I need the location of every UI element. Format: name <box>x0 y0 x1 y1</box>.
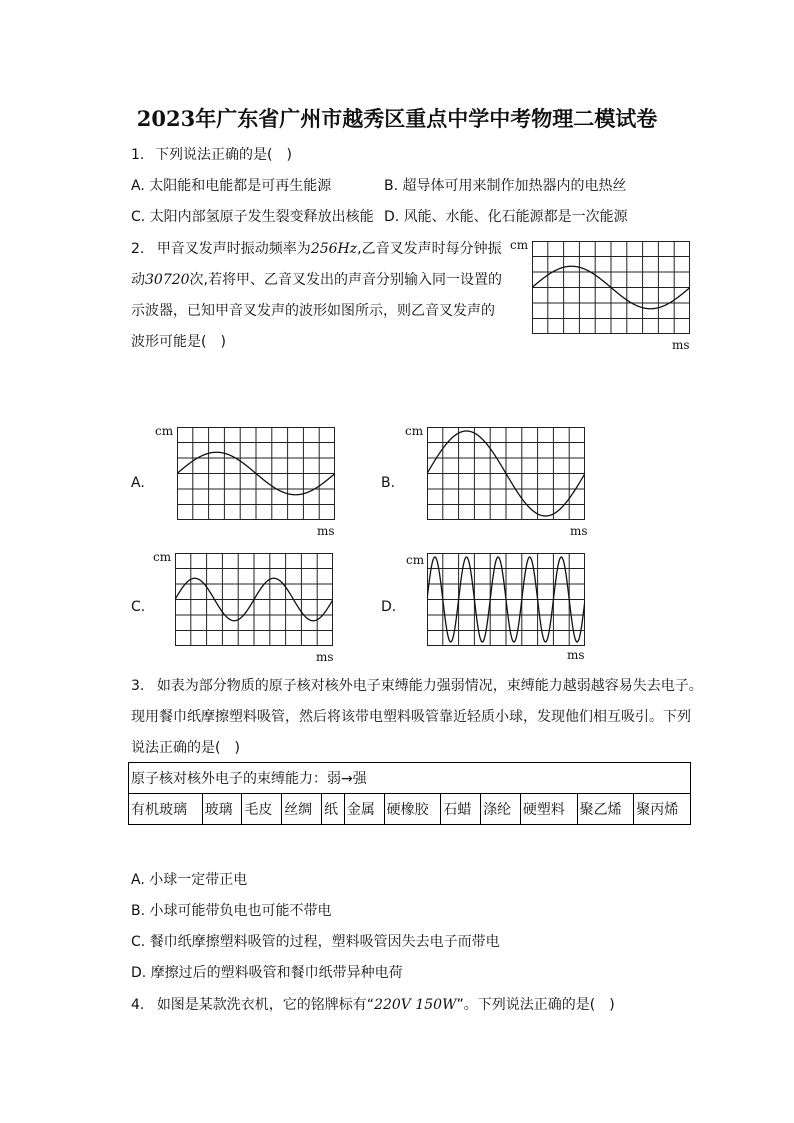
table-cell: 毛皮 <box>242 794 282 825</box>
q4-number: 4. <box>131 997 145 1013</box>
q3-option-d-text: 摩擦过后的塑料吸管和餐巾纸带异种电荷 <box>150 965 403 981</box>
q1-option-a-text: 太阳能和电能都是可再生能源 <box>149 178 332 194</box>
q1-option-a-letter: A. <box>131 178 145 194</box>
table-cell: 金属 <box>344 794 384 825</box>
table-cell: 有机玻璃 <box>129 794 203 825</box>
q2-option-c-letter[interactable]: C. <box>131 599 146 615</box>
page-title: 2023年广东省广州市越秀区重点中学中考物理二模试卷 <box>136 106 658 131</box>
q1-option-c-text: 太阳内部氢原子发生裂变释放出核能 <box>149 209 374 225</box>
table-row <box>129 794 691 825</box>
q3-option-b-text: 小球可能带负电也可能不带电 <box>149 903 332 919</box>
table-cell: 涤纶 <box>481 794 521 825</box>
q4-rating: 220V 150W <box>374 997 457 1013</box>
q2-count: 30720 <box>145 272 190 288</box>
q1-option-d-text: 风能、水能、化石能源都是一次能源 <box>403 209 628 225</box>
binding-ability-table <box>128 762 691 825</box>
q2-line-4: 波形可能是( ) <box>131 334 226 350</box>
table-cell: 硬塑料 <box>520 794 577 825</box>
option-b-oscilloscope[interactable] <box>427 427 585 520</box>
q2-number: 2. <box>131 241 145 257</box>
q4-stem-a: 如图是某款洗衣机，它的铭牌标有“ <box>156 997 375 1013</box>
option-c-axis-y-label: cm <box>153 550 172 564</box>
q1-option-c-letter: C. <box>131 209 146 225</box>
table-cell: 聚乙烯 <box>577 794 634 825</box>
q3-line-1-text: 如表为部分物质的原子核对核外电子束缚能力强弱情况，束缚能力越弱越容易失去电子。 <box>156 678 703 694</box>
option-a-oscilloscope[interactable] <box>177 427 335 520</box>
table-cell: 石蜡 <box>441 794 481 825</box>
q3-option-a-letter: A. <box>131 872 145 888</box>
q1-option-c[interactable] <box>131 208 374 226</box>
q1-stem: 下列说法正确的是( ) <box>155 147 292 163</box>
q2-option-a-letter[interactable]: A. <box>131 475 145 491</box>
q1-option-d[interactable] <box>384 208 628 226</box>
option-d-axis-y-label: cm <box>406 553 425 567</box>
table-cell: 纸 <box>321 794 344 825</box>
q3-option-d-letter: D. <box>131 965 147 981</box>
reference-oscilloscope <box>532 241 690 334</box>
q2-line-3: 示波器，已知甲音叉发声的波形如图所示，则乙音叉发声的 <box>131 303 495 319</box>
q2-line-2-b: 次,若将甲、乙音叉发出的声音分别输入同一设置的 <box>189 272 502 288</box>
q3-option-c-letter: C. <box>131 934 146 950</box>
option-b-axis-x-label: ms <box>570 524 588 538</box>
q2-line-1 <box>131 240 502 258</box>
option-a-axis-y-label: cm <box>155 424 174 438</box>
q1-option-b-letter: B. <box>384 178 399 194</box>
q2-option-d-letter[interactable]: D. <box>381 599 397 615</box>
table-cell: 玻璃 <box>202 794 242 825</box>
table-cell: 丝绸 <box>282 794 322 825</box>
option-b-axis-y-label: cm <box>405 424 424 438</box>
q4-line <box>131 996 615 1014</box>
q2-option-b-letter[interactable]: B. <box>381 475 396 491</box>
ref-axis-y-label: cm <box>510 238 529 252</box>
table-header-row <box>129 763 691 794</box>
q3-option-a[interactable] <box>131 871 247 889</box>
q2-line-2-a: 动 <box>131 272 145 288</box>
q2-frequency: 256Hz <box>310 241 358 257</box>
q1-option-a[interactable] <box>131 177 331 195</box>
option-c-axis-x-label: ms <box>316 650 334 664</box>
q3-option-b[interactable] <box>131 902 332 920</box>
q2-line-1-a: 甲音叉发声时振动频率为 <box>156 241 311 257</box>
q3-option-c-text: 餐巾纸摩擦塑料吸管的过程，塑料吸管因失去电子而带电 <box>149 934 500 950</box>
q1-option-d-letter: D. <box>384 209 400 225</box>
q3-option-b-letter: B. <box>131 903 146 919</box>
q3-line-2: 现用餐巾纸摩擦塑料吸管，然后将该带电塑料吸管靠近轻质小球，发现他们相互吸引。下列 <box>131 709 691 725</box>
table-cell: 硬橡胶 <box>384 794 441 825</box>
option-d-oscilloscope[interactable] <box>427 553 585 646</box>
q3-option-a-text: 小球一定带正电 <box>149 872 248 888</box>
q2-line-1-b: ,乙音叉发声时每分钟振 <box>357 241 502 257</box>
q1-number: 1. <box>131 147 145 163</box>
q3-option-c[interactable] <box>131 933 500 951</box>
table-header-cell: 原子核对核外电子的束缚能力：弱→强 <box>129 763 691 794</box>
ref-axis-x-label: ms <box>672 338 690 352</box>
q3-line-1 <box>131 677 703 695</box>
table-cell: 聚丙烯 <box>634 794 691 825</box>
option-a-axis-x-label: ms <box>317 524 335 538</box>
q1-option-b-text: 超导体可用来制作加热器内的电热丝 <box>402 178 627 194</box>
q3-line-3: 说法正确的是( ) <box>131 740 240 756</box>
q1-option-b[interactable] <box>384 177 627 195</box>
q2-line-2 <box>131 271 502 289</box>
q4-stem-b: ”。下列说法正确的是( ) <box>456 997 615 1013</box>
q3-number: 3. <box>131 678 145 694</box>
option-d-axis-x-label: ms <box>567 648 585 662</box>
q3-option-d[interactable] <box>131 964 403 982</box>
option-c-oscilloscope[interactable] <box>175 553 333 646</box>
